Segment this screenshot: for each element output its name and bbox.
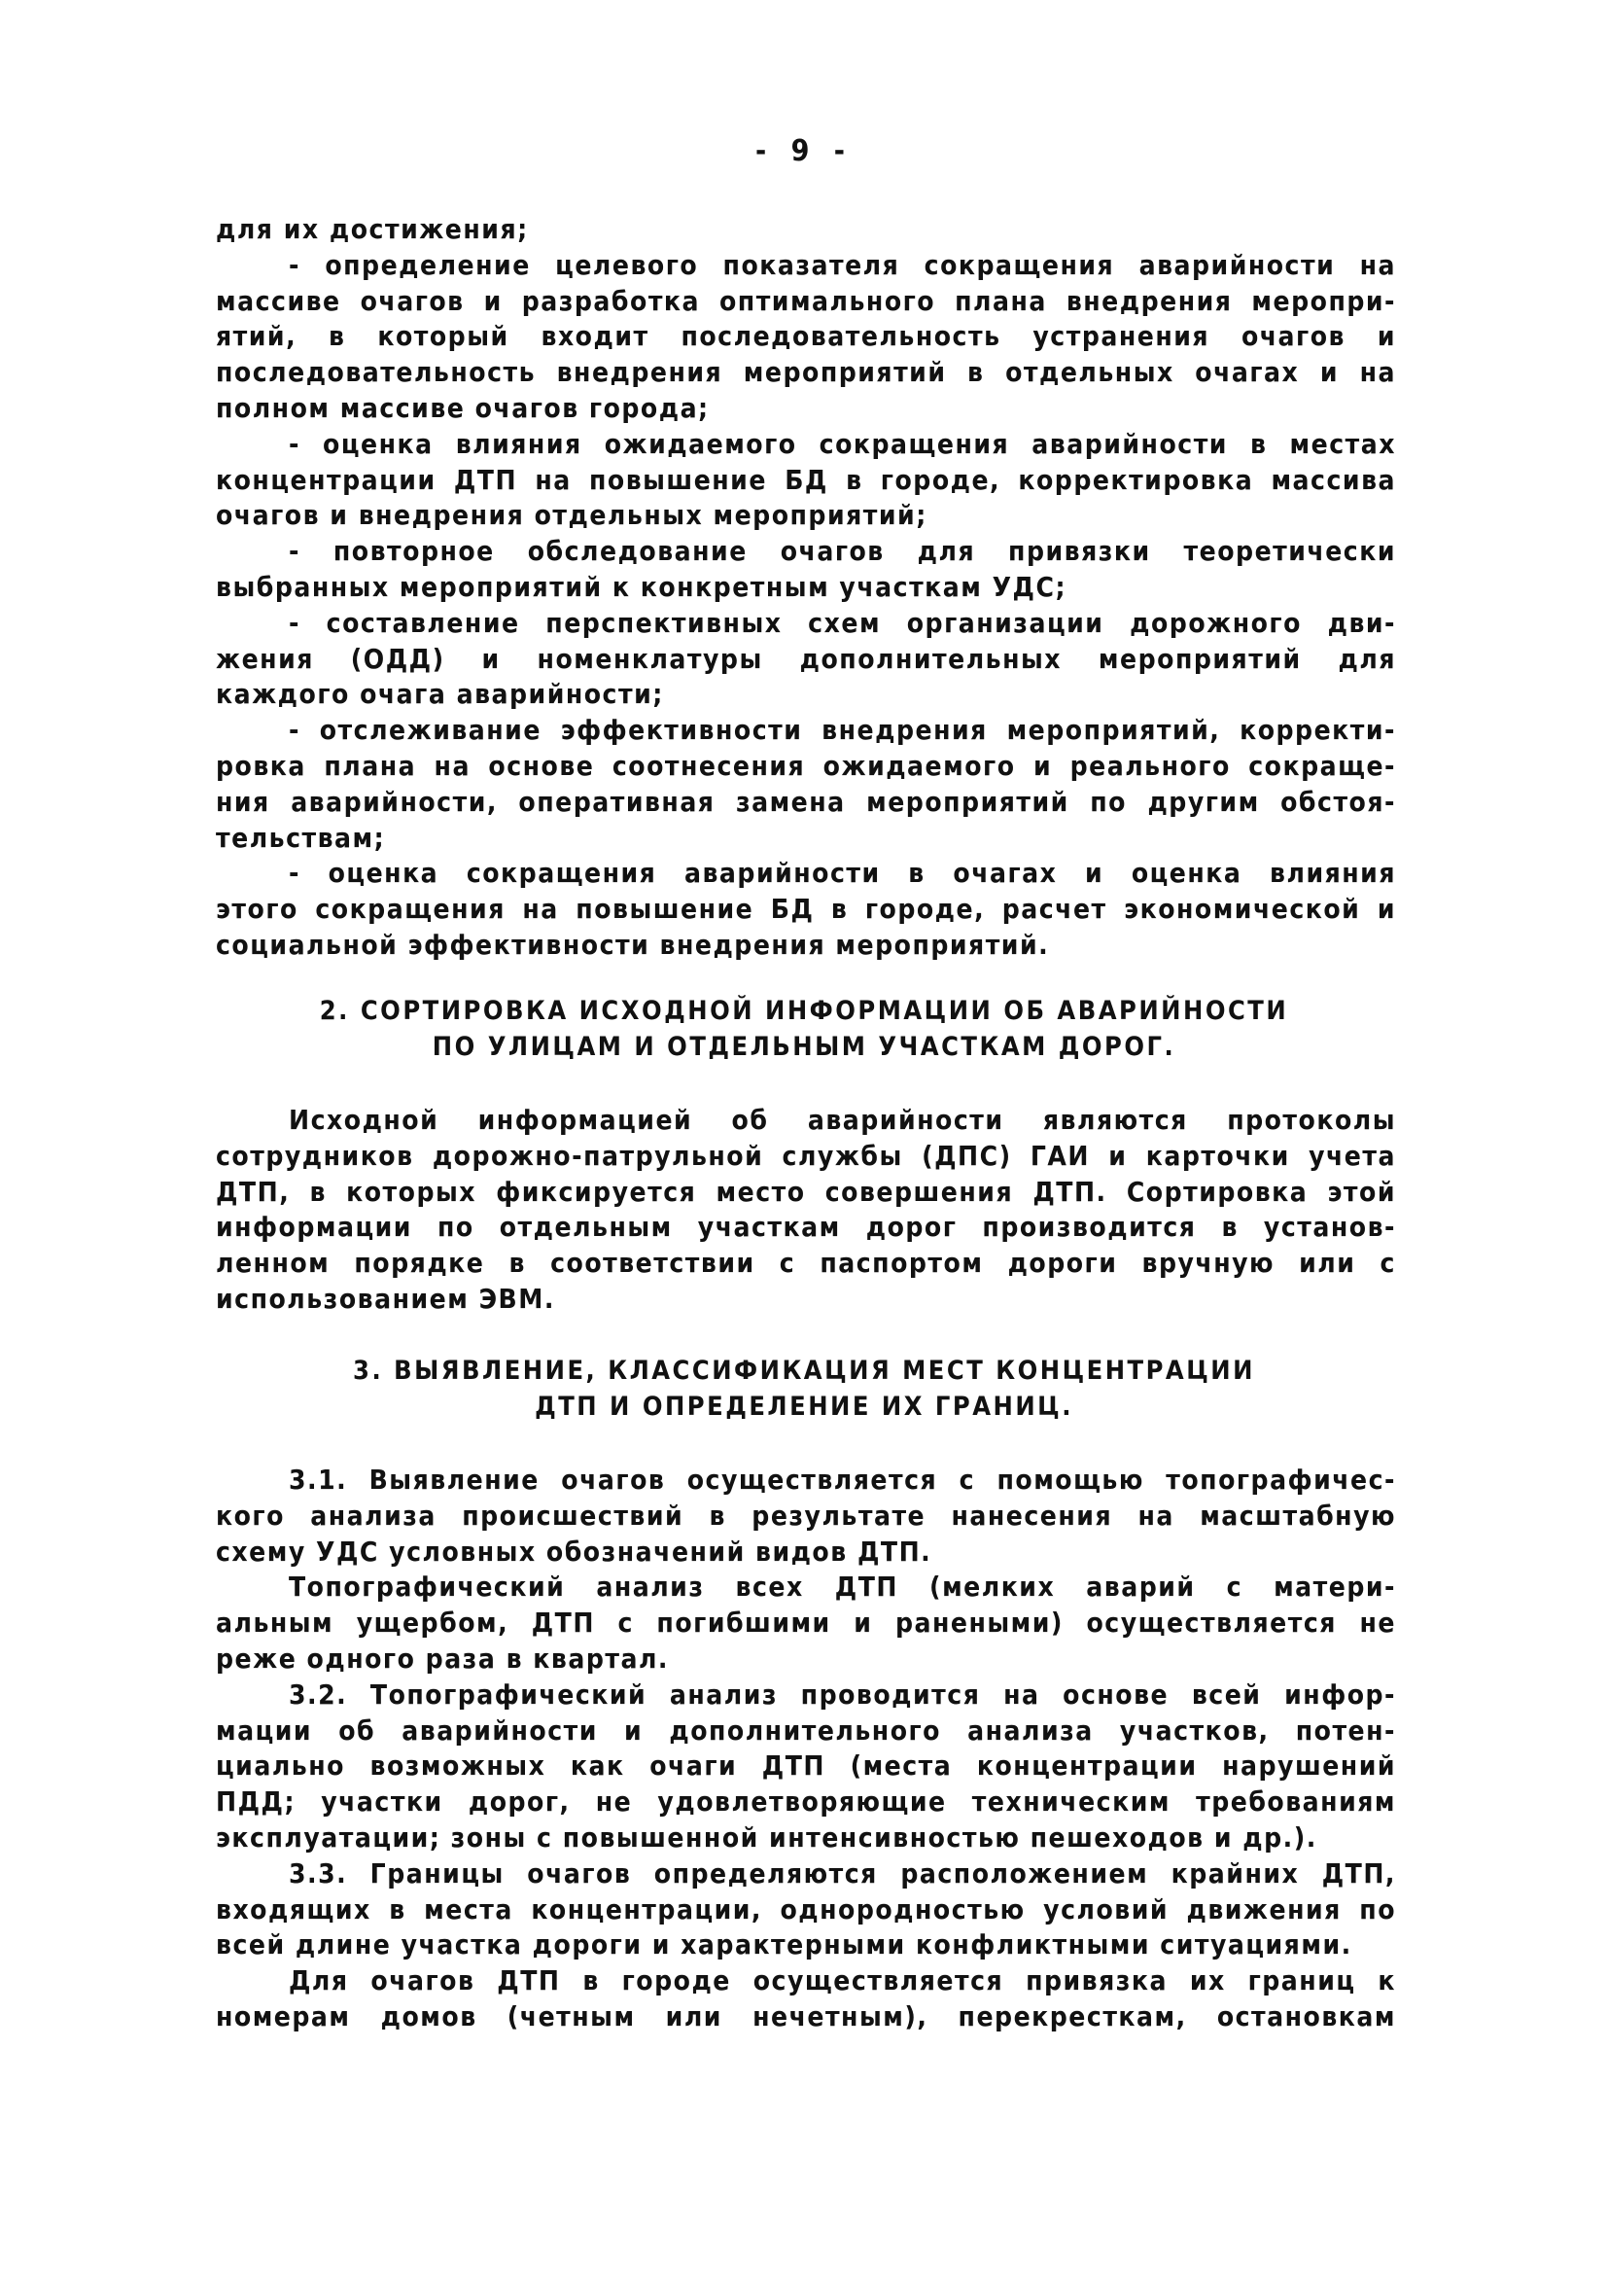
list-block [216,212,1396,964]
text-line: полном массиве очагов города; [216,391,710,424]
text-line: циально возможных как очаги ДТП (места концентрации нарушений [216,1749,1396,1783]
section-3-body [216,1463,1396,2035]
text-line: схему УДС условных обозначений видов ДТП. [216,1535,932,1568]
text-line: каждого очага аварийности; [216,678,664,711]
text-line: ровка плана на основе соотнесения ожидаемого и реального сокраще- [216,749,1396,782]
text-line: ПДД; участки дорог, не удовлетворяющие техническим требованиям [216,1785,1396,1819]
text-line: Топографический анализ всех ДТП (мелких аварий с матери- [289,1571,1396,1604]
section-heading-3 [0,1354,1608,1426]
section-2-body [216,1103,1396,1318]
text-line: концентрации ДТП на повышение БД в городе, корректировка массива [216,463,1396,496]
text-line: - определение целевого показателя сокращения аварийности на [289,248,1396,281]
page-number: - 9 - [755,134,853,168]
text-line: Исходной информацией об аварийности являются протоколы [289,1104,1396,1136]
text-line: ленном порядке в соответствии с паспортом дороги вручную или с [216,1247,1396,1280]
text-line: жения (ОДД) и номенклатуры дополнительных мероприятий для [216,642,1396,675]
text-line: - оценка влияния ожидаемого сокращения аварийности в местах [289,427,1396,460]
text-line: - повторное обследование очагов для привязки теоретически [289,535,1396,568]
text-line: альным ущербом, ДТП с погибшими и ранеными) осуществляется не [216,1607,1396,1640]
text-line: ятий, в который входит последовательность устранения очагов и [216,320,1396,353]
text-line: - оценка сокращения аварийности в очагах и оценка влияния [289,857,1396,890]
text-line: мации об аварийности и дополнительного анализа участков, потен- [216,1713,1396,1747]
text-line: всей длине участка дороги и характерными конфликтными ситуациями. [216,1928,1352,1961]
text-line: номерам домов (четным или нечетным), перекресткам, остановкам [216,1999,1396,2032]
text-line: 3.2. Топографический анализ проводится на основе всей инфор- [289,1678,1396,1711]
text-line: информации по отдельным участкам дорог производится в установ- [216,1211,1396,1244]
text-line: выбранных мероприятий к конкретным участкам УДС; [216,570,1067,603]
text-line: - составление перспективных схем организации дорожного дви- [289,606,1396,639]
text-line: 3.1. Выявление очагов осуществляется с помощью топографичес- [289,1464,1396,1496]
text-line: Для очагов ДТП в городе осуществляется привязка их границ к [289,1964,1396,1997]
text-line: 3.3. Границы очагов определяются расположением крайних ДТП, [289,1856,1396,1890]
heading-line: ДТП И ОПРЕДЕЛЕНИЕ ИХ ГРАНИЦ. [535,1391,1073,1422]
text-line: кого анализа происшествий в результате нанесения на масштабную [216,1499,1396,1532]
section-heading-2 [0,994,1608,1066]
text-line: массиве очагов и разработка оптимального плана внедрения меропри- [216,284,1396,317]
text-line: социальной эффективности внедрения мероприятий. [216,928,1050,961]
text-line: для их достижения; [216,213,529,245]
heading-line: ПО УЛИЦАМ И ОТДЕЛЬНЫМ УЧАСТКАМ ДОРОГ. [432,1031,1176,1062]
text-line: входящих в места концентрации, однородностью условий движения по [216,1892,1396,1925]
text-line: реже одного раза в квартал. [216,1642,669,1675]
text-line: тельствам; [216,821,386,854]
text-line: сотрудников дорожно-патрульной службы (ДПС) ГАИ и карточки учета [216,1139,1396,1172]
text-line: этого сокращения на повышение БД в городе, расчет экономической и [216,893,1396,926]
text-line: ДТП, в которых фиксируется место совершения ДТП. Сортировка этой [216,1175,1396,1208]
text-line: ния аварийности, оперативная замена мероприятий по другим обстоя- [216,785,1396,818]
text-line: использованием ЭВМ. [216,1282,555,1315]
text-line: эксплуатации; зоны с повышенной интенсивностью пешеходов и др.). [216,1820,1317,1854]
heading-line: 3. ВЫЯВЛЕНИЕ, КЛАССИФИКАЦИЯ МЕСТ КОНЦЕНТРАЦИИ [353,1356,1255,1386]
text-line: очагов и внедрения отдельных мероприятий; [216,499,927,532]
heading-line: 2. СОРТИРОВКА ИСХОДНОЙ ИНФОРМАЦИИ ОБ АВАРИЙНОСТИ [319,996,1289,1026]
text-line: последовательность внедрения мероприятий в отдельных очагах и на [216,356,1396,389]
text-line: - отслеживание эффективности внедрения мероприятий, корректи- [289,714,1396,747]
